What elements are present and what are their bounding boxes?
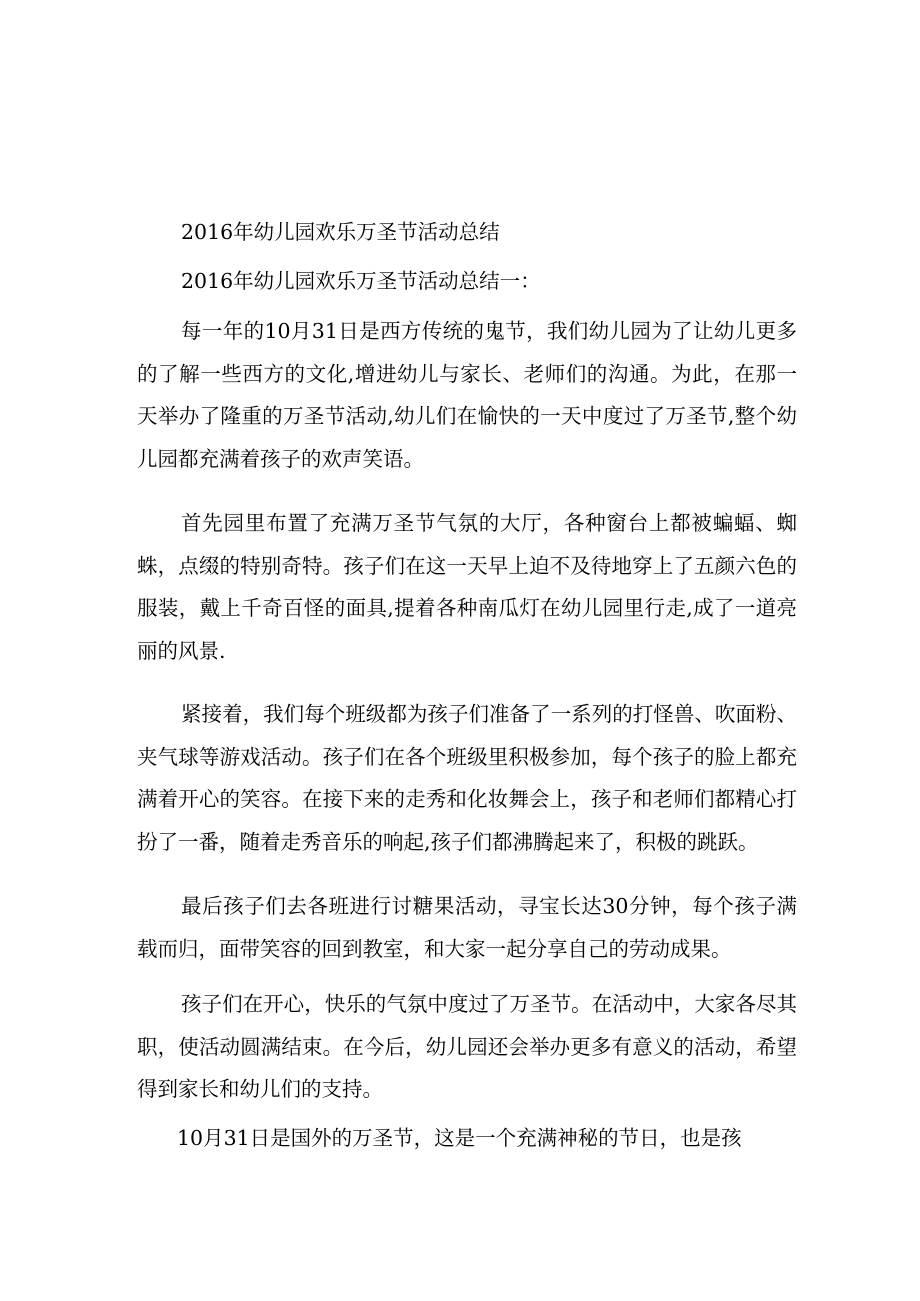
document-subtitle: 2016年幼儿园欢乐万圣节活动总结一：	[181, 269, 541, 293]
paragraph-candy: 最后孩子们去各班进行讨糖果活动，寻宝长达30分钟，每个孩子满载而归，面带笑容的回到教室，和大家一起分享自己的劳动成果。	[137, 894, 797, 961]
document-title: 2016年幼儿园欢乐万圣节活动总结	[181, 220, 500, 244]
paragraph-decorations: 首先园里布置了充满万圣节气氛的大厅，各种窗台上都被蝙蝠、蜘蛛，点缀的特别奇特。孩子们在这一天早上迫不及待地穿上了五颜六色的服装，戴上千奇百怪的面具,提着各种南瓜灯在幼儿园里行走,成了一道亮丽的风景.	[137, 511, 797, 663]
paragraph-conclusion: 孩子们在开心，快乐的气氛中度过了万圣节。在活动中，大家各尽其职，使活动圆满结束。在今后，幼儿园还会举办更多有意义的活动，希望得到家长和幼儿们的支持。	[137, 992, 797, 1101]
paragraph-intro: 每一年的10月31日是西方传统的鬼节，我们幼儿园为了让幼儿更多的了解一些西方的文化,增进幼儿与家长、老师们的沟通。为此，在那一天举办了隆重的万圣节活动,幼儿们在愉快的一天中度过了万圣节,整个幼儿园都充满着孩子的欢声笑语。	[137, 319, 797, 471]
paragraph-second-summary: 10月31日是国外的万圣节，这是一个充满神秘的节日，也是孩	[177, 1126, 742, 1150]
paragraph-games: 紧接着，我们每个班级都为孩子们准备了一系列的打怪兽、吹面粉、夹气球等游戏活动。孩子们在各个班级里积极参加，每个孩子的脸上都充满着开心的笑容。在接下来的走秀和化妆舞会上，孩子和老师们都精心打扮了一番，随着走秀音乐的响起,孩子们都沸腾起来了，积极的跳跃。	[137, 702, 797, 854]
